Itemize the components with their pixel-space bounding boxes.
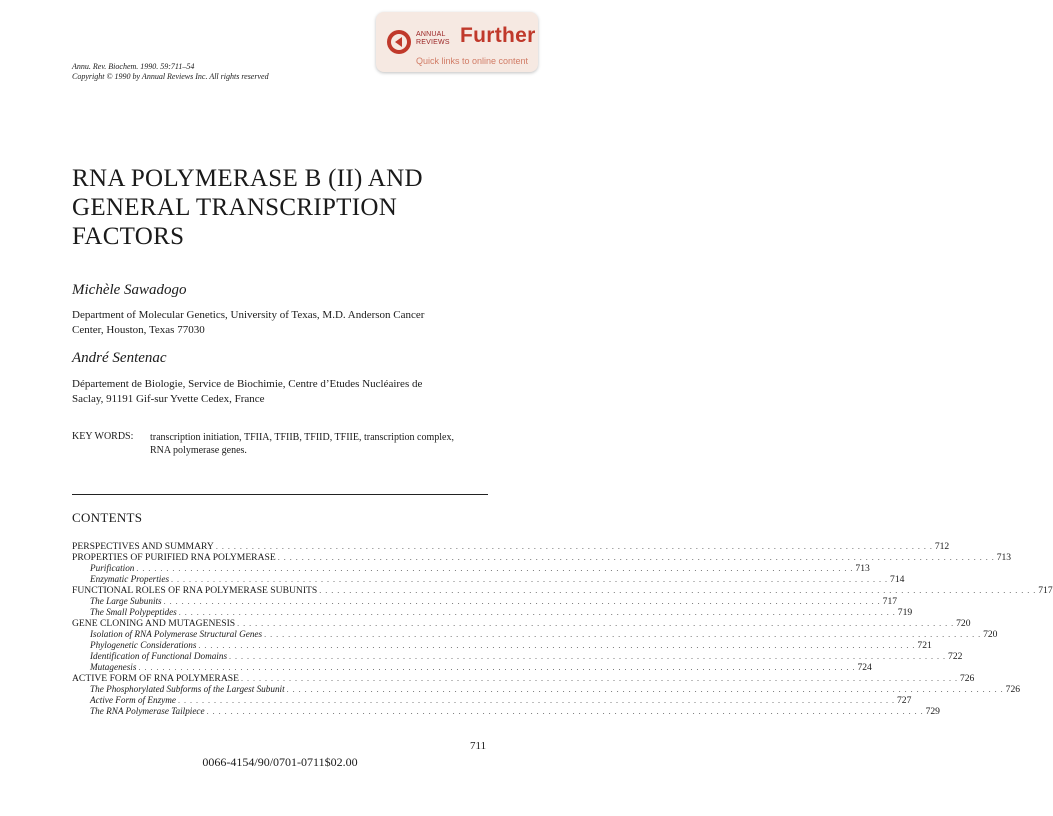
toc-entry-label: PERSPECTIVES AND SUMMARY xyxy=(72,541,214,552)
toc-entry[interactable] xyxy=(72,574,905,585)
toc-dot-leader: . . . . . . . . . . . . . . . . . . . . . . . . . . . . . . . . . . . . . . . . . . . . . . . . . . . . . . . . . . . . . . . . . . . . . . . . . . . . . . . . . . . . . . . . . . . . . . . . . . . . . . . . . . . . . . . . . . . . . . . . xyxy=(277,553,995,562)
toc-entry-page: 726 xyxy=(959,673,975,684)
toc-entry[interactable] xyxy=(72,662,872,673)
toc-entry[interactable] xyxy=(72,706,940,717)
toc-entry-page: 720 xyxy=(956,618,971,629)
toc-entry[interactable] xyxy=(72,552,1012,563)
toc-entry-label: The RNA Polymerase Tailpiece xyxy=(90,706,205,716)
toc-entry-page: 722 xyxy=(948,651,963,662)
toc-entry[interactable] xyxy=(72,695,912,706)
toc-dot-leader: . . . . . . . . . . . . . . . . . . . . . . . . . . . . . . . . . . . . . . . . . . . . . . . . . . . . . . . . . . . . . . . . . . . . . . . . . . . . . . . . . . . . . . . . . . . . . . . . . . . . . . . . . . . . . . . . . . . . . . . . xyxy=(163,597,881,606)
toc-entry-page: 714 xyxy=(890,574,905,585)
toc-entry-label: Enzymatic Properties xyxy=(90,574,170,584)
citation-line-2: Copyright © 1990 by Annual Reviews Inc. All rights reserved xyxy=(72,72,269,81)
affiliation-line-2: Saclay, 91191 Gif-sur Yvette Cedex, France xyxy=(72,393,265,405)
affiliation-line-2: Center, Houston, Texas 77030 xyxy=(72,324,205,336)
toc-entry-page: 717 xyxy=(1038,585,1053,596)
toc-entry[interactable] xyxy=(72,596,898,607)
toc-entry-label: The Phosphorylated Subforms of the Largest Subunit xyxy=(90,684,285,694)
toc-entry[interactable] xyxy=(72,618,971,629)
toc-entry[interactable] xyxy=(72,585,1053,596)
badge-tagline: Quick links to online content xyxy=(416,56,529,66)
toc-entry-page: 724 xyxy=(857,662,872,673)
toc-entry-page: 720 xyxy=(983,629,998,640)
toc-dot-leader: . . . . . . . . . . . . . . . . . . . . . . . . . . . . . . . . . . . . . . . . . . . . . . . . . . . . . . . . . . . . . . . . . . . . . . . . . . . . . . . . . . . . . . . . . . . . . . . . . . . . . . . . . . . . . . . . . . . . . . . . xyxy=(229,652,947,661)
toc-entry-page: 713 xyxy=(855,563,870,574)
toc-dot-leader: . . . . . . . . . . . . . . . . . . . . . . . . . . . . . . . . . . . . . . . . . . . . . . . . . . . . . . . . . . . . . . . . . . . . . . . . . . . . . . . . . . . . . . . . . . . . . . . . . . . . . . . . . . . . . . . . . . . . . . . . xyxy=(136,564,854,573)
toc-dot-leader: . . . . . . . . . . . . . . . . . . . . . . . . . . . . . . . . . . . . . . . . . . . . . . . . . . . . . . . . . . . . . . . . . . . . . . . . . . . . . . . . . . . . . . . . . . . . . . . . . . . . . . . . . . . . . . . . . . . . . . . . xyxy=(171,575,889,584)
toc-entry-label: The Large Subunits xyxy=(90,596,162,606)
toc-entry-label: Isolation of RNA Polymerase Structural Genes xyxy=(90,629,263,639)
keywords-list xyxy=(150,431,490,457)
toc-entry-page: 727 xyxy=(896,695,912,706)
fee-code: 0066-4154/90/0701-0711$02.00 xyxy=(202,755,358,769)
toc-entry[interactable] xyxy=(72,541,950,552)
toc-dot-leader: . . . . . . . . . . . . . . . . . . . . . . . . . . . . . . . . . . . . . . . . . . . . . . . . . . . . . . . . . . . . . . . . . . . . . . . . . . . . . . . . . . . . . . . . . . . . . . . . . . . . . . . . . . . . . . . . . . . . . . . . xyxy=(240,674,958,683)
toc-dot-leader: . . . . . . . . . . . . . . . . . . . . . . . . . . . . . . . . . . . . . . . . . . . . . . . . . . . . . . . . . . . . . . . . . . . . . . . . . . . . . . . . . . . . . . . . . . . . . . . . . . . . . . . . . . . . . . . . . . . . . . . . xyxy=(286,685,1004,694)
badge-brand-line2: REVIEWS xyxy=(416,39,450,46)
keywords-line-1: transcription initiation, TFIIA, TFIIB, TFIID, TFIIE, transcription complex, xyxy=(150,432,454,443)
toc-dot-leader: . . . . . . . . . . . . . . . . . . . . . . . . . . . . . . . . . . . . . . . . . . . . . . . . . . . . . . . . . . . . . . . . . . . . . . . . . . . . . . . . . . . . . . . . . . . . . . . . . . . . . . . . . . . . . . . . . . . . . . . . xyxy=(177,696,895,705)
toc-entry-page: 729 xyxy=(925,706,940,717)
toc-entry-page: 713 xyxy=(996,552,1012,563)
toc-entry-page: 726 xyxy=(1005,684,1021,695)
toc-entry-label: PROPERTIES OF PURIFIED RNA POLYMERASE xyxy=(72,552,276,563)
author-affiliation xyxy=(72,377,488,407)
journal-citation xyxy=(72,62,269,82)
author-name: André Sentenac xyxy=(72,350,167,366)
page-number: 711 xyxy=(470,740,487,752)
toc-dot-leader: . . . . . . . . . . . . . . . . . . . . . . . . . . . . . . . . . . . . . . . . . . . . . . . . . . . . . . . . . . . . . . . . . . . . . . . . . . . . . . . . . . . . . . . . . . . . . . . . . . . . . . . . . . . . . . . . . . . . . . . . xyxy=(198,641,916,650)
toc-entry-label: Phylogenetic Considerations xyxy=(90,640,197,650)
toc-entry-page: 712 xyxy=(934,541,950,552)
toc-entry-page: 717 xyxy=(882,596,898,607)
annual-reviews-logo-icon xyxy=(386,29,412,55)
keywords-line-2: RNA polymerase genes. xyxy=(150,445,247,456)
affiliation-line-1: Department of Molecular Genetics, University of Texas, M.D. Anderson Cancer xyxy=(72,309,425,321)
author-name: Michèle Sawadogo xyxy=(72,282,187,298)
toc-dot-leader: . . . . . . . . . . . . . . . . . . . . . . . . . . . . . . . . . . . . . . . . . . . . . . . . . . . . . . . . . . . . . . . . . . . . . . . . . . . . . . . . . . . . . . . . . . . . . . . . . . . . . . . . . . . . . . . . . . . . . . . . xyxy=(264,630,982,639)
toc-entry-label: Identification of Functional Domains xyxy=(90,651,228,661)
toc-entry-label: Purification xyxy=(90,563,135,573)
toc-entry[interactable] xyxy=(72,640,932,651)
contents-heading: CONTENTS xyxy=(72,510,143,525)
toc-entry[interactable] xyxy=(72,563,870,574)
toc-dot-leader: . . . . . . . . . . . . . . . . . . . . . . . . . . . . . . . . . . . . . . . . . . . . . . . . . . . . . . . . . . . . . . . . . . . . . . . . . . . . . . . . . . . . . . . . . . . . . . . . . . . . . . . . . . . . . . . . . . . . . . . . xyxy=(178,608,896,617)
toc-dot-leader: . . . . . . . . . . . . . . . . . . . . . . . . . . . . . . . . . . . . . . . . . . . . . . . . . . . . . . . . . . . . . . . . . . . . . . . . . . . . . . . . . . . . . . . . . . . . . . . . . . . . . . . . . . . . . . . . . . . . . . . . xyxy=(215,542,933,551)
toc-entry-label: ACTIVE FORM OF RNA POLYMERASE xyxy=(72,673,239,684)
toc-entry[interactable] xyxy=(72,651,963,662)
toc-entry-page: 721 xyxy=(917,640,932,651)
badge-brand-line1: ANNUAL xyxy=(416,31,446,38)
toc-dot-leader: . . . . . . . . . . . . . . . . . . . . . . . . . . . . . . . . . . . . . . . . . . . . . . . . . . . . . . . . . . . . . . . . . . . . . . . . . . . . . . . . . . . . . . . . . . . . . . . . . . . . . . . . . . . . . . . . . . . . . . . . xyxy=(138,663,856,672)
affiliation-line-1: Département de Biologie, Service de Biochimie, Centre d’Etudes Nucléaires de xyxy=(72,378,423,390)
toc-entry[interactable] xyxy=(72,673,975,684)
badge-brand xyxy=(416,31,450,47)
toc-entry[interactable] xyxy=(72,629,998,640)
toc-dot-leader: . . . . . . . . . . . . . . . . . . . . . . . . . . . . . . . . . . . . . . . . . . . . . . . . . . . . . . . . . . . . . . . . . . . . . . . . . . . . . . . . . . . . . . . . . . . . . . . . . . . . . . . . . . . . . . . . . . . . . . . . xyxy=(206,707,924,716)
toc-entry-label: GENE CLONING AND MUTAGENESIS xyxy=(72,618,236,629)
annual-reviews-further-badge[interactable] xyxy=(376,12,538,72)
badge-further-label: Further xyxy=(460,24,536,47)
title-line-1: RNA POLYMERASE B (II) AND xyxy=(72,165,423,192)
article-title xyxy=(72,164,512,251)
keywords-label: KEY WORDS: xyxy=(72,431,134,442)
toc-entry-label: The Small Polypeptides xyxy=(90,607,177,617)
toc-entry-label: Mutagenesis xyxy=(90,662,137,672)
toc-dot-leader: . . . . . . . . . . . . . . . . . . . . . . . . . . . . . . . . . . . . . . . . . . . . . . . . . . . . . . . . . . . . . . . . . . . . . . . . . . . . . . . . . . . . . . . . . . . . . . . . . . . . . . . . . . . . . . . . . . . . . . . . xyxy=(319,586,1037,595)
toc-dot-leader: . . . . . . . . . . . . . . . . . . . . . . . . . . . . . . . . . . . . . . . . . . . . . . . . . . . . . . . . . . . . . . . . . . . . . . . . . . . . . . . . . . . . . . . . . . . . . . . . . . . . . . . . . . . . . . . . . . . . . . . . xyxy=(237,619,955,628)
toc-entry-page: 719 xyxy=(897,607,913,618)
toc-entry-label: Active Form of Enzyme xyxy=(90,695,176,705)
toc-entry-label: FUNCTIONAL ROLES OF RNA POLYMERASE SUBUNITS xyxy=(72,585,318,596)
author-affiliation xyxy=(72,308,488,338)
citation-line-1: Annu. Rev. Biochem. 1990. 59:711–54 xyxy=(72,62,195,71)
title-line-2: GENERAL TRANSCRIPTION xyxy=(72,194,398,221)
toc-entry[interactable] xyxy=(72,607,913,618)
section-divider xyxy=(72,494,488,495)
table-of-contents xyxy=(72,541,1053,717)
title-line-3: FACTORS xyxy=(72,223,185,250)
toc-entry[interactable] xyxy=(72,684,1021,695)
